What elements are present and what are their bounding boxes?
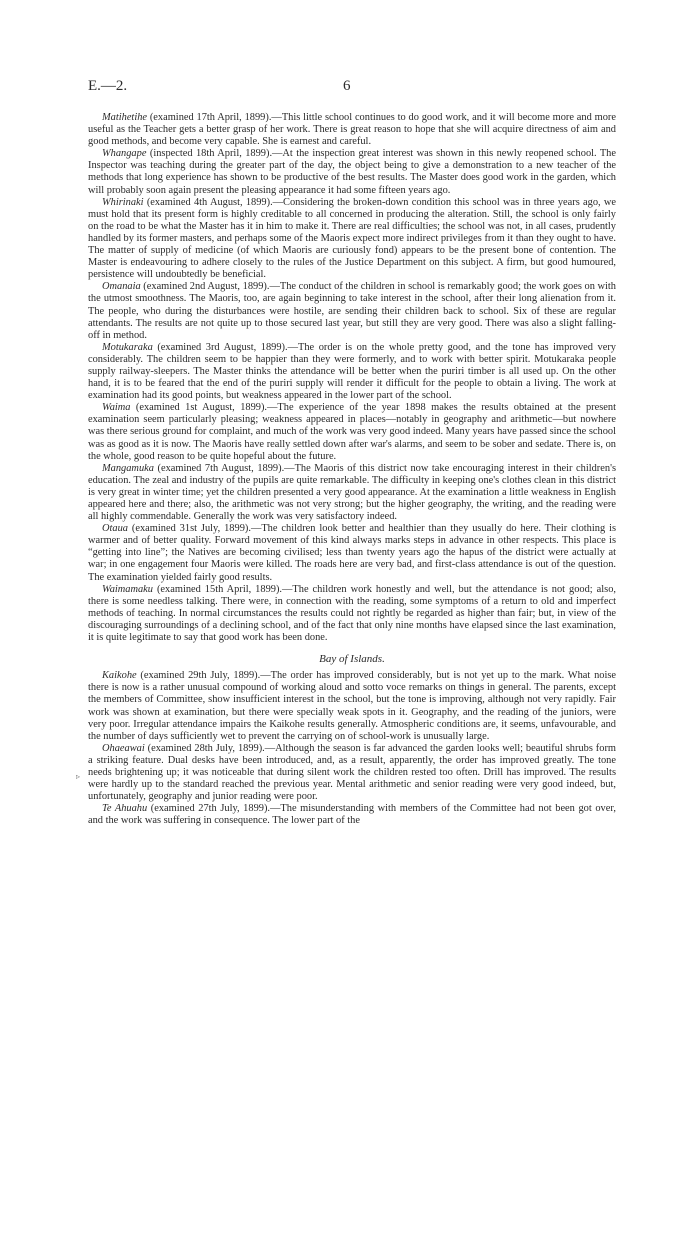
paragraph-omanaia	[88, 281, 616, 341]
school-name: Matihetihe	[102, 112, 148, 123]
paragraph-text: (examined 29th July, 1899).—The order has improved considerably, but is not yet up to the mark. What noise there is now is a rather unusual compound of working aloud and sotto voce remarks on things in general. The parents, except the members of Committee, show insufficient interest in the school, but the tone is improving, although not very rapidly. Fair work was shown at examination, but there were specially weak spots in it. Geography, and the reading of the juniors, were very poor. Irregular attendance impairs the Kaikohe results generally. Atmospheric conditions are, it seems, unfavourable, and the number of days sufficiently wet to prevent the carrying on of school-work is unusually large.	[88, 670, 616, 742]
paragraph-text: (examined 1st August, 1899).—The experience of the year 1898 makes the results obtained at the present examination seem particularly pleasing; weakness appeared in places—notably in geography and arithmetic—but nowhere was there serious ground for complaint, and much of the work was very good indeed. Many years have passed since the school was as good as it is now. The Maoris have really settled down after war's alarms, and seem to be sober and sedate. There is, on the whole, good reason to be quite hopeful about the future.	[88, 402, 616, 462]
paragraph-text: (examined 4th August, 1899).—Considering the broken-down condition this school was in three years ago, we must hold that its present form is highly creditable to all concerned in producing the alteration. Still, the school is only fairly on the road to be what the Master has it in him to make it. There are real difficulties; the school was not, in all cases, prudently handled by its former masters, and perhaps some of the Maoris expect more indirect privileges from it than they ought to have. The matter of supply of medicine (of which Maoris are curiously fond) appears to be the present bone of contention. The Master is endeavouring to adhere closely to the rules of the Justice Department on this subject. A firm, but good humoured, persistence will undoubtedly be beneficial.	[88, 196, 616, 281]
paragraph-kaikohe	[88, 670, 616, 743]
paragraph-text: (examined 17th April, 1899).—This little school continues to do good work, and it will become more and more useful as the Teacher gets a better grasp of her work. There is great reason to hope that she will acquire directness of aim and good methods, and become very capable. She is earnest and careful.	[88, 112, 616, 148]
margin-mark: ▹	[76, 772, 81, 781]
document-body	[88, 112, 616, 827]
section-heading: Bay of Islands.	[319, 653, 385, 666]
paragraph-waima	[88, 402, 616, 462]
paragraph-motukaraka	[88, 342, 616, 402]
paragraph-whirinaki	[88, 197, 616, 282]
section-hokianga-continued	[88, 112, 616, 644]
paragraph-matihetihe	[88, 112, 616, 148]
section-bay-of-islands	[88, 653, 616, 827]
paragraph-te-ahuahu	[88, 803, 616, 827]
school-name: Whangape	[102, 148, 147, 160]
paragraph-text: (examined 31st July, 1899).—The children look better and healthier than they usually do here. Their clothing is warmer and of better quality. Forward movement of this kind always marks steps in advance in other respects. This place is “getting into line”; the Natives are becoming civilised; less than twenty years ago the hapus of the district were actually at war; in one engagement four Maoris were killed. The roads here are very bad, and first-class attendance is out of the question. The examination yielded fairly good results.	[88, 523, 616, 583]
school-name: Motukaraka	[102, 341, 153, 353]
paragraph-text: (examined 28th July, 1899).—Although the season is far advanced the garden looks well; beautiful shrubs form a striking feature. Dual desks have been introduced, and, as a result, apparently, the order has improved greatly. The tone needs brightening up; it was noticeable that during silent work the children rested too often. Drill has improved. The results were hardly up to the standard reached the previous year. Mental arithmetic and senior reading were very good indeed, but, unfortunately, geography and junior reading were poor.	[88, 742, 616, 803]
school-name: Mangamuka	[102, 462, 154, 474]
paragraph-text: (inspected 18th April, 1899).—At the inspection great interest was shown in this newly reopened school. The Inspector was teaching during the greater part of the day, the object being to give a demonstration to a new teacher of the methods that long experience has shown to be productive of the best results. The Master does good work in the garden, which will probably soon again present the pleasing appearance it had some fifteen years ago.	[88, 148, 616, 196]
document-reference: E.—2.	[88, 78, 128, 94]
page-number: 6	[343, 78, 351, 94]
paragraph-text: (examined 15th April, 1899).—The children work honestly and well, but the attendance is not good; also, there is some needless talking. There were, in connection with the reading, some symptoms of a return to old and imperfect methods of teaching. In normal circumstances the results could not rightly be regarded as higher than fair; but, in view of the discouraging surroundings of a declining school, and of the fact that only nine months have elapsed since the last examination, it is quite legitimate to say that good work has been done.	[88, 583, 616, 644]
school-name: Otaua	[102, 523, 128, 535]
school-name: Waimamaku	[102, 583, 153, 595]
school-name: Ohaeawai	[102, 742, 145, 754]
paragraph-otaua	[88, 523, 616, 583]
paragraph-whangape	[88, 148, 616, 196]
page-header	[88, 78, 616, 100]
school-name: Whirinaki	[102, 196, 144, 208]
paragraph-text: (examined 2nd August, 1899).—The conduct of the children in school is remarkably good; the work goes on with the utmost smoothness. The Maoris, too, are again beginning to take interest in the school, after their long alienation from it. The people, who during the disturbances were hostile, are sending their children back to school. Six of these are regular attendants. The results are not quite up to those secured last year, but still they are very good. There was also a slight falling-off in method.	[88, 281, 616, 341]
paragraph-mangamuka	[88, 463, 616, 523]
school-name: Omanaia	[102, 281, 141, 293]
paragraph-text: (examined 7th August, 1899).—The Maoris of this district now take encouraging interest in their children's education. The zeal and industry of the pupils are quite remarkable. The difficulty in keeping one's clothes clean in this district is very great in winter time; yet the children presented a very good appearance. At the examination a little weakness in English appeared here and there; also, the arithmetic was not very strong; but the higher geography, the writing, and the reading were all highly commendable. Generally the work was very satisfactory indeed.	[88, 462, 616, 523]
school-name: Waima	[102, 402, 131, 414]
paragraph-text: (examined 27th July, 1899).—The misunderstanding with members of the Committee had not been got over, and the work was suffering in consequence. The lower part of the	[88, 803, 617, 827]
paragraph-waimamaku	[88, 584, 616, 644]
paragraph-ohaeawai	[88, 743, 616, 803]
school-name: Kaikohe	[102, 670, 137, 682]
school-name: Te Ahuahu	[102, 803, 148, 815]
paragraph-text: (examined 3rd August, 1899).—The order is on the whole pretty good, and the tone has improved very considerably. The children seem to be happier than they were formerly, and to work with better spirit. Motukaraka people supply railway-sleepers. The Master thinks the attendance will be better when the puriri timber is all used up. On the other hand, it is to be feared that the end of the puriri supply will render it difficult for the people to obtain a living. The work at examination had its good points, but weakness appeared in the lower part of the school.	[88, 341, 616, 402]
